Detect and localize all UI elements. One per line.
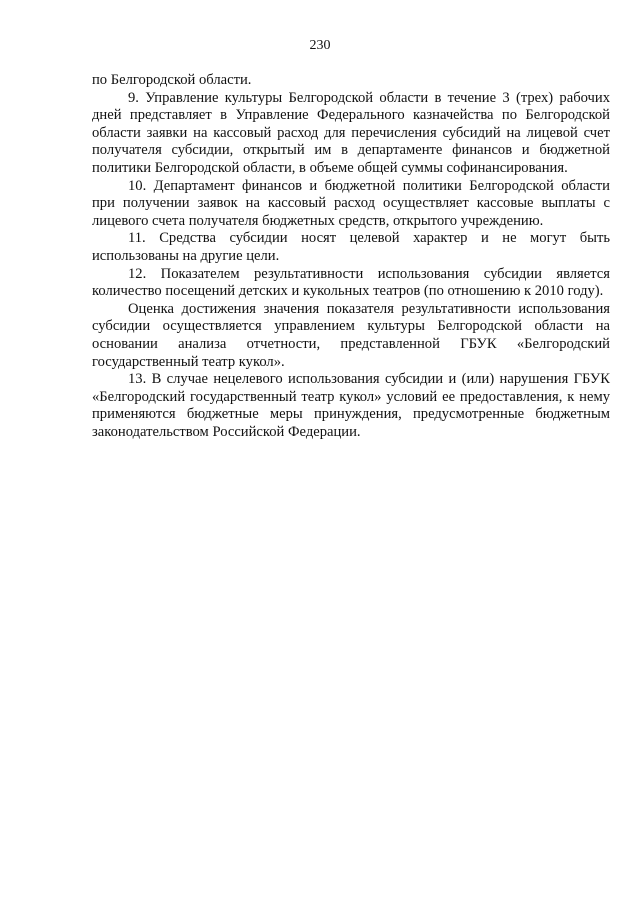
paragraph-item-12: 12. Показателем результативности использования субсидии является количество посещений детских и кукольных театров (по отношению к 2010 году). bbox=[92, 265, 610, 300]
document-body bbox=[92, 72, 610, 441]
paragraph-item-13: 13. В случае нецелевого использования субсидии и (или) нарушения ГБУК «Белгородский государственный театр кукол» условий ее предоставления, к нему применяются бюджетные меры принуждения, предусмотренные бюджетным законодательством Российской Федерации. bbox=[92, 371, 610, 440]
page-number: 230 bbox=[309, 38, 331, 53]
paragraph-continuation: по Белгородской области. bbox=[92, 72, 252, 88]
paragraph-item-10: 10. Департамент финансов и бюджетной политики Белгородской области при получении заявок на кассовый расход осуществляет кассовые выплаты с лицевого счета получателя бюджетных средств, открытого учреждению. bbox=[92, 177, 610, 229]
paragraph-item-9: 9. Управление культуры Белгородской области в течение 3 (трех) рабочих дней представляет в Управление Федерального казначейства по Белгородской области заявки на кассовый расход для перечисления субсидий на лицевой счет получателя субсидии, открытый им в департаменте финансов и бюджетной политики Белгородской области, в объеме общей суммы софинансирования. bbox=[92, 89, 610, 176]
paragraph-item-11: 11. Средства субсидии носят целевой характер и не могут быть использованы на другие цели. bbox=[92, 230, 610, 264]
paragraph-evaluation: Оценка достижения значения показателя результативности использования субсидии осуществляется управлением культуры Белгородской области на основании анализа отчетности, представленной ГБУК «Белгородский государственный театр кукол». bbox=[92, 300, 610, 370]
